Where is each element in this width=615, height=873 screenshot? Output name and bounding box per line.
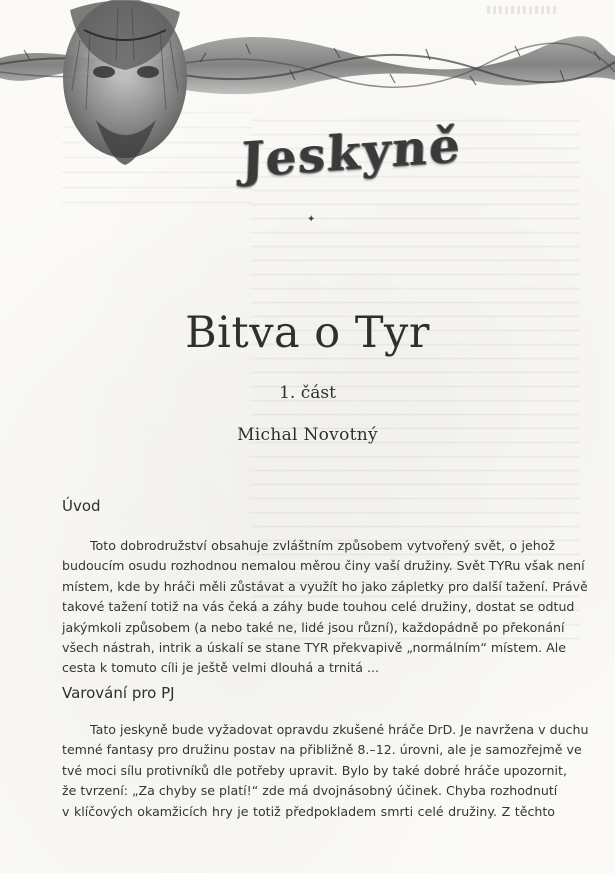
text-line: temné fantasy pro družinu postav na přibližně 8.–12. úrovni, ale je samozřejmě ve bbox=[62, 742, 582, 758]
text-line: takové tažení totiž na vás čeká a záhy bude touhou celé družiny, dostat se odtud bbox=[62, 599, 575, 615]
section-heading-uvod: Úvod bbox=[62, 497, 101, 515]
svg-text:✦: ✦ bbox=[307, 214, 316, 225]
text-line: cesta k tomuto cíli je ještě velmi dlouhá a trnitá ... bbox=[62, 660, 380, 676]
text-line: Tato jeskyně bude vyžadovat opravdu zkušené hráče DrD. Je navržena v duchu bbox=[90, 722, 589, 737]
article-author: Michal Novotný bbox=[237, 425, 378, 445]
section-heading-varovani: Varování pro PJ bbox=[62, 684, 175, 702]
text-line: Toto dobrodružství obsahuje zvláštním způsobem vytvořený svět, o jehož bbox=[90, 538, 555, 553]
creature-face-illustration bbox=[63, 0, 187, 165]
article-title: Bitva o Tyr bbox=[185, 308, 430, 358]
text-line: že tvrzení: „Za chyby se platí!“ zde má dvojnásobný účinek. Chyba rozhodnutí bbox=[62, 783, 558, 799]
text-line: všech nástrah, intrik a úskalí se stane TYR překvapivě „normálním“ místem. Ale bbox=[62, 640, 567, 656]
text-line: místem, kde by hráči měli zůstávat a využít ho jako zápletky pro další tažení. Právě bbox=[62, 578, 588, 594]
magazine-logo bbox=[226, 110, 476, 196]
magazine-logo-text: Jeskyně bbox=[239, 117, 463, 189]
article-part: 1. část bbox=[279, 383, 336, 403]
text-line: jakýmkoli způsobem (a nebo také ne, lidé jsou různí), každopádně po překonání bbox=[62, 619, 565, 635]
paragraph-uvod bbox=[62, 536, 588, 679]
text-line: budoucím osudu rozhodnou nemalou měrou činy vaší družiny. Svět TYRu však není bbox=[62, 558, 585, 574]
text-line: v klíčových okamžicích hry je totiž předpokladem smrti celé družiny. Z těchto bbox=[62, 803, 555, 819]
paragraph-varovani bbox=[62, 720, 589, 822]
text-line: tvé moci sílu protivníků dle potřeby upravit. Bylo by také dobré hráče upozornit, bbox=[62, 762, 567, 778]
